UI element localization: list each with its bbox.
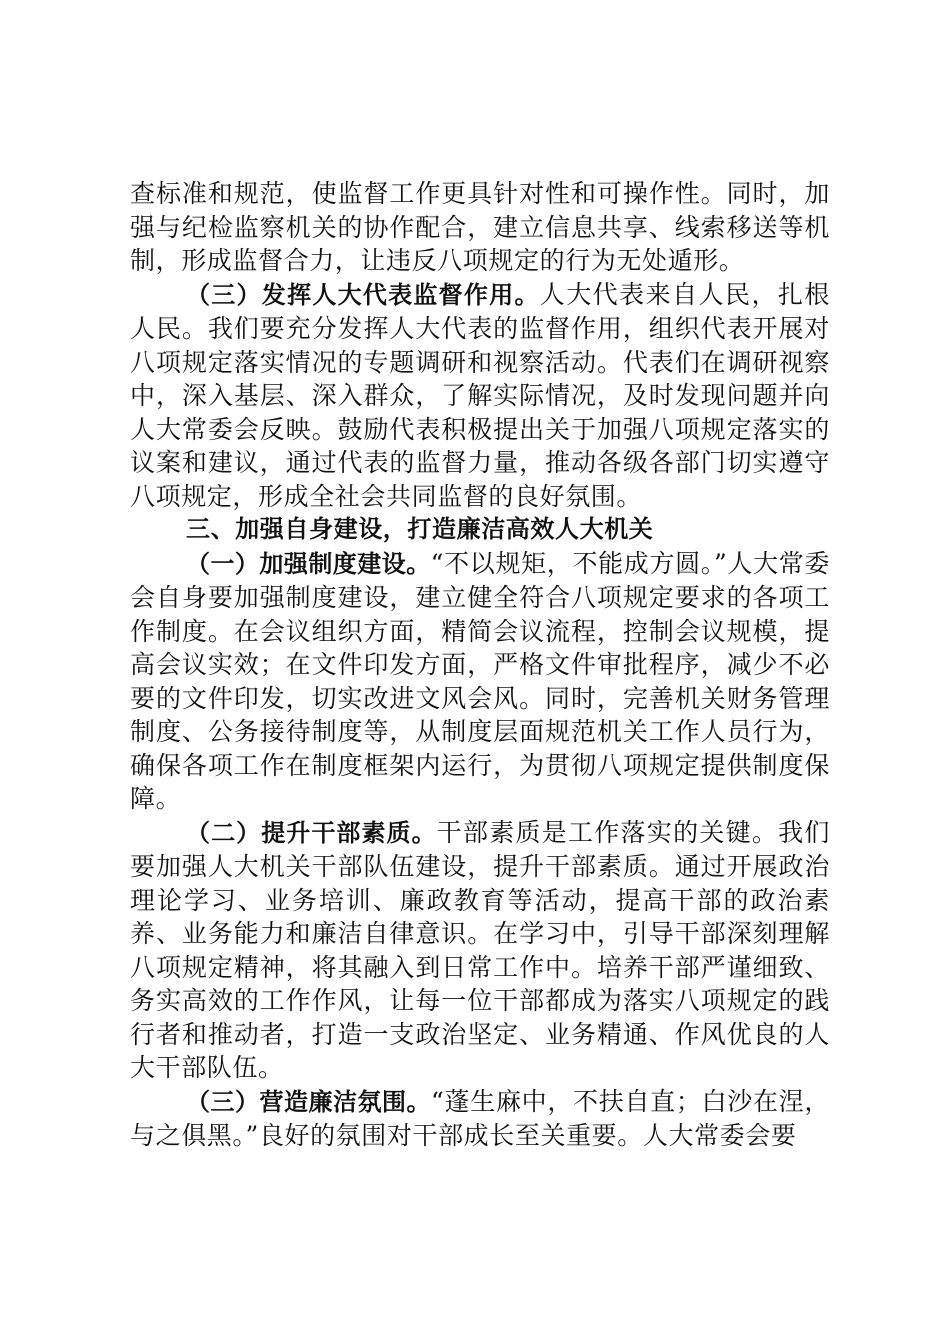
paragraph-text: “蓬生麻中，不扶自直；白沙在涅，与之俱黑。”良好的氛围对干部成长至关重要。人大常委会要	[130, 1086, 830, 1150]
paragraph-2-cadre-quality	[130, 816, 830, 1085]
paragraph-lead: （二）提升干部素质。	[186, 818, 437, 847]
paragraph-text: 干部素质是工作落实的关键。我们要加强人大机关干部队伍建设，提升干部素质。通过开展政治理论学习、业务培训、廉政教育等活动，提高干部的政治素养、业务能力和廉洁自律意识。在学习中，引导干部深刻理解八项规定精神，将其融入到日常工作中。培养干部严谨细致、务实高效的工作作风，让每一位干部都成为落实八项规定的践行者和推动者，打造一支政治坚定、业务精通、作风优良的人大干部队伍。	[130, 817, 830, 1082]
section-heading-3: 三、加强自身建设，打造廉洁高效人大机关	[186, 515, 654, 543]
document-body	[130, 177, 830, 1153]
paragraph-3-integrity-atmosphere	[130, 1085, 830, 1153]
paragraph-lead: （一）加强制度建设。	[186, 549, 431, 578]
paragraph-3-representative-supervision	[130, 278, 830, 514]
paragraph-1-system-building	[130, 547, 830, 816]
paragraph-text: 查标准和规范，使监督工作更具针对性和可操作性。同时，加强与纪检监察机关的协作配合，建立信息共享、线索移送等机制，形成监督合力，让违反八项规定的行为无处遁形。	[130, 179, 830, 275]
paragraph-continuation	[130, 177, 830, 278]
paragraph-text: 人大代表来自人民，扎根人民。我们要充分发挥人大代表的监督作用，组织代表开展对八项规定落实情况的专题调研和视察活动。代表们在调研视察中，深入基层、深入群众，了解实际情况，及时发现问题并向人大常委会反映。鼓励代表积极提出关于加强八项规定落实的议案和建议，通过代表的监督力量，推动各级各部门切实遵守八项规定，形成全社会共同监督的良好氛围。	[130, 279, 830, 511]
paragraph-lead: （三）发挥人大代表监督作用。	[186, 280, 540, 309]
paragraph-lead: （三）营造廉洁氛围。	[186, 1087, 432, 1116]
paragraph-text: “不以规矩，不能成方圆。”人大常委会自身要加强制度建设，建立健全符合八项规定要求的各项工作制度。在会议组织方面，精简会议流程，控制会议规模，提高会议实效；在文件印发方面，严格文件审批程序，减少不必要的文件印发，切实改进文风会风。同时，完善机关财务管理制度、公务接待制度等，从制度层面规范机关工作人员行为，确保各项工作在制度框架内运行，为贯彻八项规定提供制度保障。	[130, 548, 831, 813]
